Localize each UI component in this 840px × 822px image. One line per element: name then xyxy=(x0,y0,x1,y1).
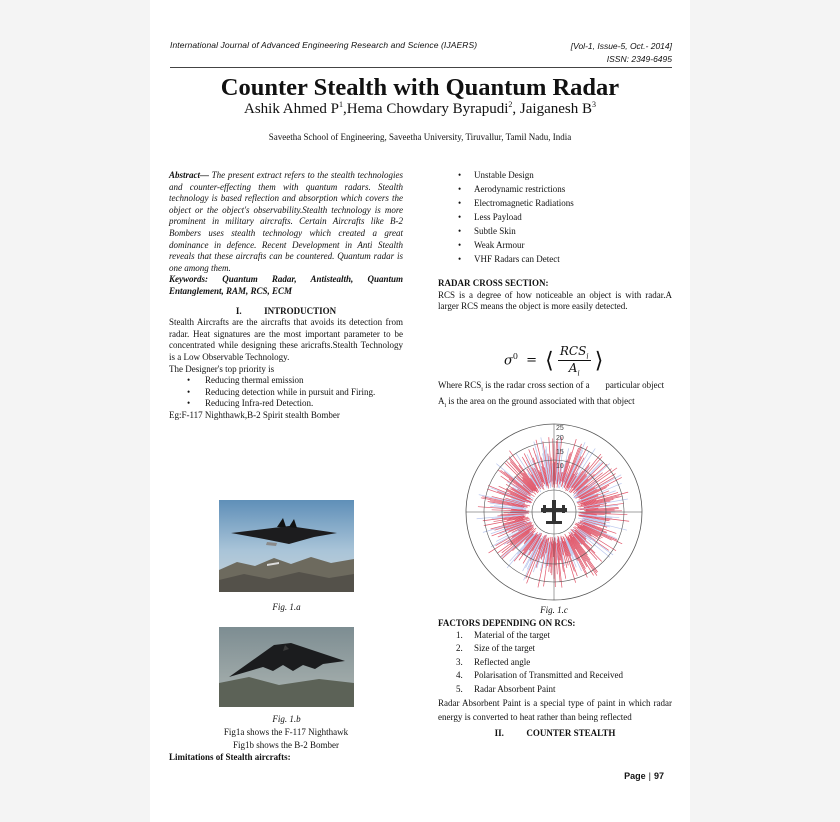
list-item: 3. Reflected angle xyxy=(456,656,531,667)
factors-heading: FACTORS DEPENDING ON RCS: xyxy=(438,618,576,628)
formula-sigma: σ xyxy=(504,353,513,369)
rcs-formula: $\sigma^0$ = ⟨ $RCS_i$ $A_i$ ⟩ xyxy=(504,344,604,378)
list-item: 4. Polarisation of Transmitted and Received xyxy=(456,670,623,681)
radar-tick-label: 15 xyxy=(556,449,564,456)
rcs-where xyxy=(438,380,672,413)
b2-photo xyxy=(219,627,354,707)
where-area-sub: i xyxy=(444,403,447,410)
f117-photo xyxy=(219,500,354,592)
where-area xyxy=(438,396,672,412)
list-item: 2. Size of the target xyxy=(456,643,536,654)
section-heading-counter-stealth: II. COUNTER STEALTH xyxy=(494,728,616,739)
list-item: • Reducing Infra-red Detection. xyxy=(169,398,403,410)
left-column xyxy=(169,170,403,421)
page-label: Page xyxy=(624,771,646,781)
formula-denominator: A xyxy=(568,361,578,376)
rcs-heading: RADAR CROSS SECTION: xyxy=(438,278,549,288)
section-heading-introduction: I. INTRODUCTION xyxy=(235,305,337,316)
journal-name: International Journal of Advanced Engineering Research and Science (IJAERS) xyxy=(170,40,478,50)
author-sup: 1 xyxy=(339,100,344,109)
author-name: ,Hema Chowdary Byrapudi xyxy=(343,101,509,117)
journal-issn: ISSN: 2349-6495 xyxy=(606,54,672,64)
list-item: • Unstable Design xyxy=(438,170,672,184)
author-sup: 3 xyxy=(591,100,596,109)
author-name: , Jaiganesh B xyxy=(512,101,592,117)
list-item: • Reducing detection while in pursuit and Firing. xyxy=(169,387,403,399)
fig-1b-description: Fig1b shows the B-2 Bomber xyxy=(232,739,339,750)
list-item: • Electromagnetic Radiations xyxy=(438,198,672,212)
formula-numerator: RCS xyxy=(559,344,587,358)
page-number: 97 xyxy=(653,771,664,781)
list-item: • Subtle Skin xyxy=(438,226,672,240)
affiliation: Saveetha School of Engineering, Saveetha University, Tiruvallur, Tamil Nadu, India xyxy=(268,132,572,142)
list-item: • VHF Radars can Detect xyxy=(438,254,672,268)
factors-section xyxy=(438,618,672,740)
abstract xyxy=(169,170,403,274)
where-area-text: is the area on the ground associated with that object xyxy=(446,396,635,407)
radar-tick-label: 20 xyxy=(556,435,564,442)
figure-descriptions xyxy=(169,726,403,751)
list-item: • Aerodynamic restrictions xyxy=(438,184,672,198)
fig-1a-description: Fig1a shows the F-117 Nighthawk xyxy=(223,727,349,737)
keywords-label: Keywords: xyxy=(169,274,208,285)
list-item: 1. Material of the target xyxy=(456,629,551,640)
abstract-label: Abstract— xyxy=(169,170,210,180)
author-sup: 2 xyxy=(508,100,513,109)
fig-1c-caption: Fig. 1.c xyxy=(540,605,568,615)
where-rcs-sub: i xyxy=(481,386,483,393)
journal-volume: [Vol-1, Issue-5, Oct.- 2014] xyxy=(570,41,672,51)
paint-paragraph: Radar Absorbent Paint is a special type of paint in which radar energy is converted to heat rather than being reflected xyxy=(438,698,672,722)
list-item: • Reducing thermal emission xyxy=(169,375,403,387)
paper-page xyxy=(150,0,690,822)
radar-tick-label: 10 xyxy=(556,463,564,470)
formula-den-sub: i xyxy=(577,369,580,378)
limitations-list xyxy=(438,170,672,268)
fig-1b-caption: Fig. 1.b xyxy=(272,714,301,724)
intro-paragraph: Stealth Aircrafts are the aircrafts that avoids its detection from radar. Heat signatures are the most important parameter to be concentrated while designing these aricrafts.Stealth Technology is a Low Observable Technology. xyxy=(169,317,403,362)
keywords-text: Quantum Radar, Antistealth, Quantum Entanglement, RAM, RCS, ECM xyxy=(169,274,403,296)
fig-1a-caption: Fig. 1.a xyxy=(272,602,301,612)
header-divider xyxy=(170,67,672,68)
priority-text: The Designer's top priority is xyxy=(169,363,275,374)
formula-sup: 0 xyxy=(512,352,518,362)
list-item: • Weak Armour xyxy=(438,240,672,254)
example-text: Eg:F-117 Nighthawk,B-2 Spirit stealth Bomber xyxy=(169,409,340,420)
priority-list xyxy=(169,375,403,410)
where-rcs-text: is the radar cross section of a particular object xyxy=(482,380,665,390)
journal-volume-block xyxy=(571,40,672,66)
author-list xyxy=(150,100,690,118)
radar-tick-label: 25 xyxy=(556,425,564,432)
abstract-text: The present extract refers to the stealth technologies and counter-effecting them with quantum radars. Stealth technology is based reflection and absorption which covers the object or the object's observability.Stealth technology is more prominent in military aircrafts. Certain Aircrafts like B-2 Bombers uses stealth technology which created a great dominance in defence. Recent Development in Anti Stealth reveals that these aircrafts can be countered. Quantum radar is one among them. xyxy=(169,170,403,273)
author-name: Ashik Ahmed P xyxy=(244,101,340,117)
formula-num-sub: i xyxy=(586,352,589,361)
list-item: • Less Payload xyxy=(438,212,672,226)
where-rcs xyxy=(438,380,672,396)
factors-list xyxy=(438,630,672,698)
page-footer: Page | 97 xyxy=(624,771,664,781)
where-area-label: A xyxy=(438,396,445,407)
keywords xyxy=(169,274,403,297)
paper-title: Counter Stealth with Quantum Radar xyxy=(220,74,620,101)
limitations-heading: Limitations of Stealth aircrafts: xyxy=(169,752,291,762)
rcs-polar-plot xyxy=(463,418,645,606)
list-item: 5. Radar Absorbent Paint xyxy=(456,683,556,694)
right-column-top xyxy=(438,170,672,313)
rcs-paragraph: RCS is a degree of how noticeable an object is with radar.A larger RCS means the object is more easily detected. xyxy=(438,289,672,312)
where-rcs-label: Where RCS xyxy=(438,380,482,390)
